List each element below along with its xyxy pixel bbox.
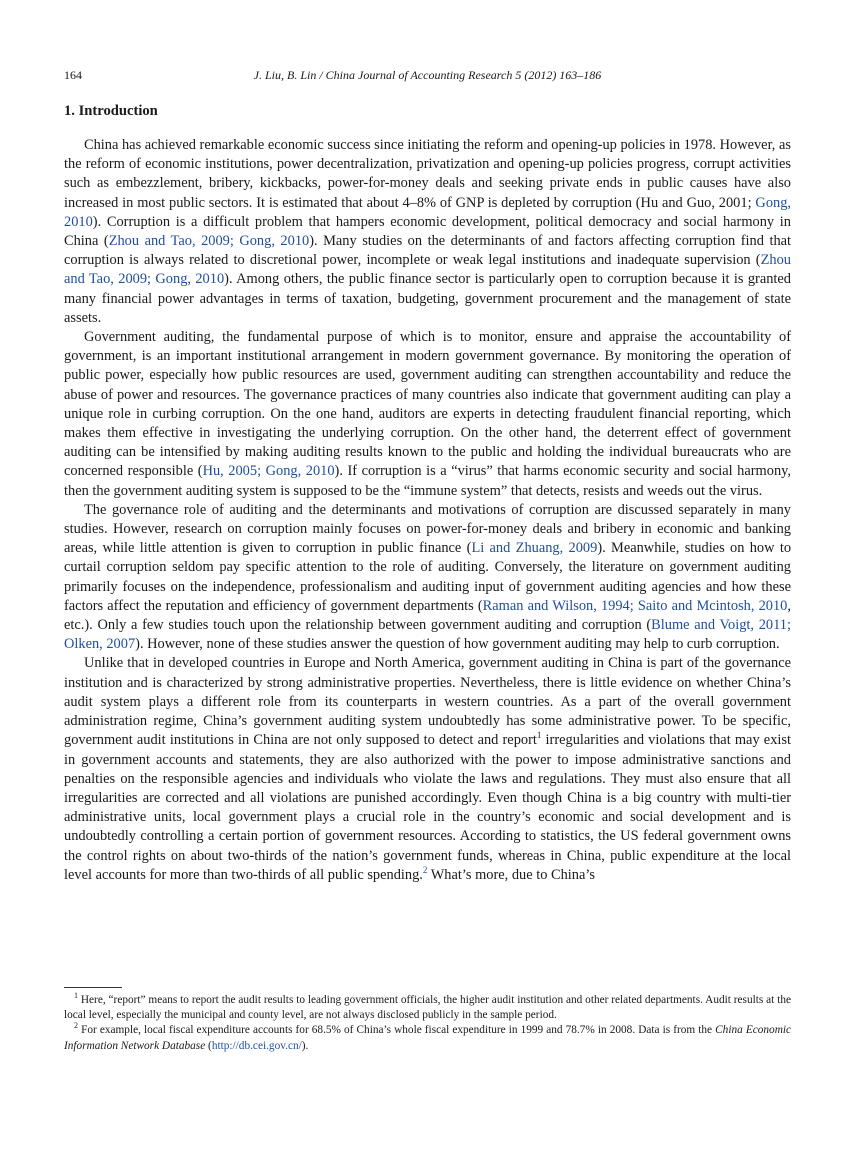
database-url-link[interactable]: http://db.cei.gov.cn/ [211,1039,302,1052]
citation-link[interactable]: Gong, 2010 [64,194,791,230]
footnote-text: For example, local fiscal expenditure accounts for 68.5% of China’s whole fiscal expenditure in 1999 and 78.7% in 2008. Data is from the [78,1024,716,1037]
running-header [64,66,791,84]
paragraph-4 [64,654,791,884]
paragraph-2 [64,328,791,501]
text-run: , etc.). Only a few studies touch upon the relationship between government auditing and corruption ( [64,597,791,634]
citation-link[interactable]: Blume and Voigt, 2011; Olken, 2007 [64,617,791,653]
footnote-text: ). [301,1039,309,1052]
paragraph-1 [64,136,791,328]
footnotes [64,993,791,1054]
text-run: ). However, none of these studies answer the question of how government auditing may help to curb corruption. [135,636,780,653]
text-run: irregularities and violations that may exist in government accounts and statements, they are also authorized with the power to impose administrative sanctions and penalties on the responsible agencies and individuals who violate the laws and regulations. They must also ensure that all irregularities are corrected and all violations are punished accordingly. Even though China is a big country with multi-tier administrative units, local government plays a crucial role in the country’s economic and social development and is undoubtedly controlling a certain portion of government resources. According to statistics, the US federal government owns the control rights on about two-thirds of the nation’s government funds, whereas in China, public expenditure at the local level accounts for more than two-thirds of all public spending. [64,732,791,883]
text-run: What’s more, due to China’s [427,866,595,883]
footnote-number: 1 [74,991,78,1001]
text-run: Unlike that in developed countries in Europe and North America, government auditing in China is part of the governance institution and is characterized by strong administrative properties. Nevertheless, there is little evidence on whether China’s audit system plays a different role from its counterparts in western countries. As a part of the overall government administration regime, China’s government auditing system undoubtedly has some administrative power. To be specific, government audit institutions in China are not only supposed to detect and report [64,655,791,749]
journal-citation: J. Liu, B. Lin / China Journal of Accounting Research 5 (2012) 163–186 [253,68,602,82]
database-name: China Economic Information Network Database [64,1024,792,1052]
footnote-2 [64,1023,791,1053]
citation-link[interactable]: Raman and Wilson, 1994; Saito and Mcintosh, 2010 [482,597,788,614]
page-number: 164 [64,68,82,82]
text-run: China has achieved remarkable economic success since initiating the reform and opening-up policies in 1978. However, as the reform of economic institutions, power decentralization, privatization and opening-up policies progress, corrupt activities such as embezzlement, bribery, kickbacks, power-for-money deals and seeking private ends in public causes have also increased in most public sectors. It is estimated that about 4–8% of GNP is depleted by corruption (Hu and Guo, 2001; [64,137,791,211]
body-text [64,136,791,885]
citation-link[interactable]: Zhou and Tao, 2009; Gong, 2010 [64,252,791,288]
footnote-text: Here, “report” means to report the audit results to leading government officials, the higher audit institution and other related departments. Audit results at the local level, especially the municipal and county level, are not always disclosed publicly in the sample period. [64,994,791,1022]
text-run: ). Corruption is a difficult problem that hampers economic development, political democracy and social harmony in China ( [64,213,791,250]
citation-link[interactable]: Li and Zhuang, 2009 [471,540,598,557]
footnote-divider [64,987,122,988]
text-run: Government auditing, the fundamental purpose of which is to monitor, ensure and appraise the accountability of government, is an important institutional arrangement in modern government governance. By monitoring the operation of public power, especially how public resources are used, government auditing can strengthen accountability and reduce the abuse of power and resources. The governance practices of many countries also indicate that government auditing can play a unique role in curbing corruption. On the one hand, auditors are experts in detecting fraudulent financial reporting, which makes them effective in investigating the underlying corruption. On the other hand, the deterrent effect of government auditing can be intensified by making auditing results known to the public and holding the individual bureaucrats who are concerned responsible ( [64,329,791,480]
section-heading: 1. Introduction [64,103,158,119]
citation-link[interactable]: Hu, 2005; Gong, 2010 [202,463,335,480]
footnote-text: ( [205,1039,212,1052]
paragraph-3 [64,501,791,655]
footnote-marker[interactable]: 2 [422,864,428,875]
footnote-1 [64,993,791,1023]
text-run: The governance role of auditing and the determinants and motivations of corruption are discussed separately in many studies. However, research on corruption mainly focuses on power-for-money deals and bribery in economic and banking areas, while little attention is given to corruption in public finance ( [64,501,791,557]
citation-link[interactable]: Zhou and Tao, 2009; Gong, 2010 [108,233,310,250]
footnote-number: 2 [74,1021,78,1031]
text-run: ). Many studies on the determinants of and factors affecting corruption find that corruption is always related to discretional power, incomplete or weak legal institutions and inadequate supervision ( [64,233,792,269]
text-run: ). Meanwhile, studies on how to curtail corruption seldom pay specific attention to the role of auditing. Conversely, the literature on government auditing primarily focuses on the independence, professionalism and auditing input of government auditing agencies and how these factors affect the reputation and efficiency of government departments ( [64,540,792,614]
text-run: ). If corruption is a “virus” that harms economic security and social harmony, then the government auditing system is supposed to be the “immune system” that detects, resists and weeds out the virus. [64,463,791,499]
text-run: ). Among others, the public finance sector is particularly open to corruption because it is granted many financial power advantages in terms of taxation, budgeting, government procurement and the management of state assets. [64,271,791,326]
footnote-marker[interactable]: 1 [536,730,542,741]
